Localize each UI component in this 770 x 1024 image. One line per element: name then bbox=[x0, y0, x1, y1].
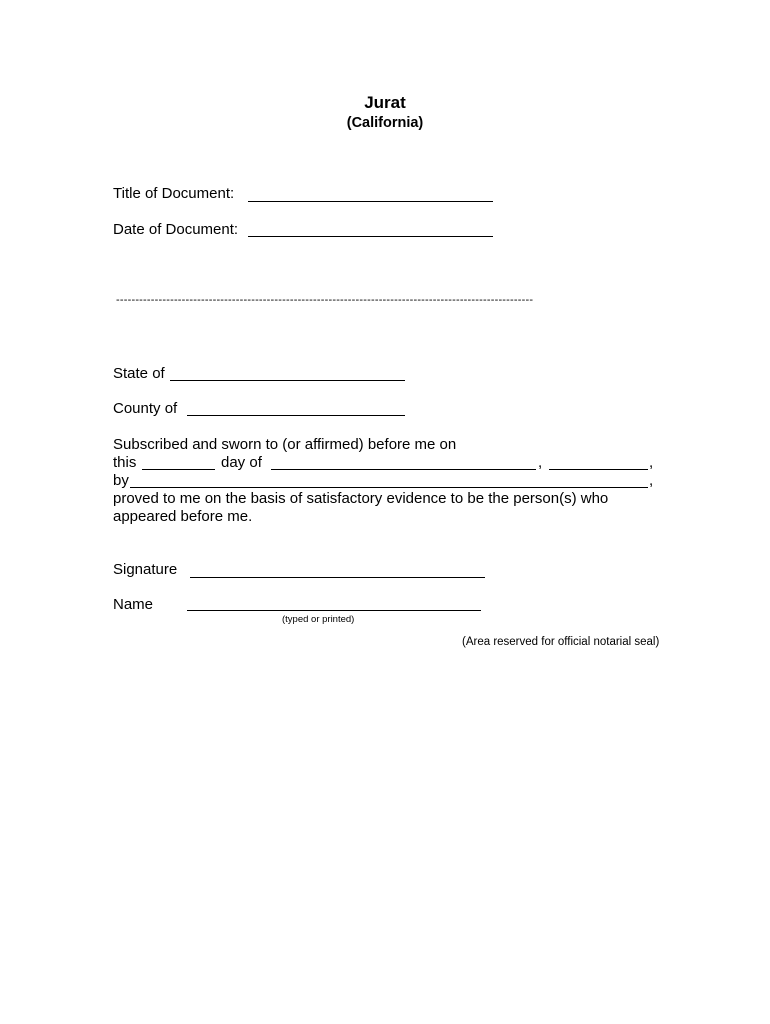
date-of-document-label: Date of Document: bbox=[113, 221, 239, 238]
this-word: this bbox=[113, 454, 137, 471]
title-of-document-field[interactable] bbox=[248, 201, 493, 202]
state-of-label: State of bbox=[113, 365, 165, 382]
statement-line-5: appeared before me. bbox=[113, 508, 253, 525]
by-word: by bbox=[113, 472, 129, 489]
name-label: Name bbox=[113, 596, 154, 613]
affiant-name-field[interactable] bbox=[130, 487, 648, 488]
signature-field[interactable] bbox=[190, 577, 485, 578]
comma-1: , bbox=[538, 454, 543, 471]
state-field[interactable] bbox=[170, 380, 405, 381]
year-field[interactable] bbox=[549, 469, 648, 470]
signature-label: Signature bbox=[113, 561, 178, 578]
document-title: Jurat bbox=[364, 93, 406, 112]
name-field-note: (typed or printed) bbox=[282, 614, 355, 625]
document-subtitle: (California) bbox=[346, 115, 424, 131]
comma-3: , bbox=[649, 472, 654, 489]
comma-2: , bbox=[649, 454, 654, 471]
day-field[interactable] bbox=[142, 469, 215, 470]
county-field[interactable] bbox=[187, 415, 405, 416]
statement-line-1: Subscribed and sworn to (or affirmed) before me on bbox=[113, 436, 457, 453]
date-of-document-field[interactable] bbox=[248, 236, 493, 237]
day-of-label: day of bbox=[221, 454, 262, 471]
statement-line-4: proved to me on the basis of satisfactory evidence to be the person(s) who bbox=[113, 490, 609, 507]
section-separator: ------------------------------------------------------------------------------------------------------------ bbox=[116, 294, 534, 306]
county-of-label: County of bbox=[113, 400, 178, 417]
notarial-seal-note: (Area reserved for official notarial seal) bbox=[462, 636, 660, 648]
month-field[interactable] bbox=[271, 469, 536, 470]
title-of-document-label: Title of Document: bbox=[113, 185, 235, 202]
name-field[interactable] bbox=[187, 610, 481, 611]
